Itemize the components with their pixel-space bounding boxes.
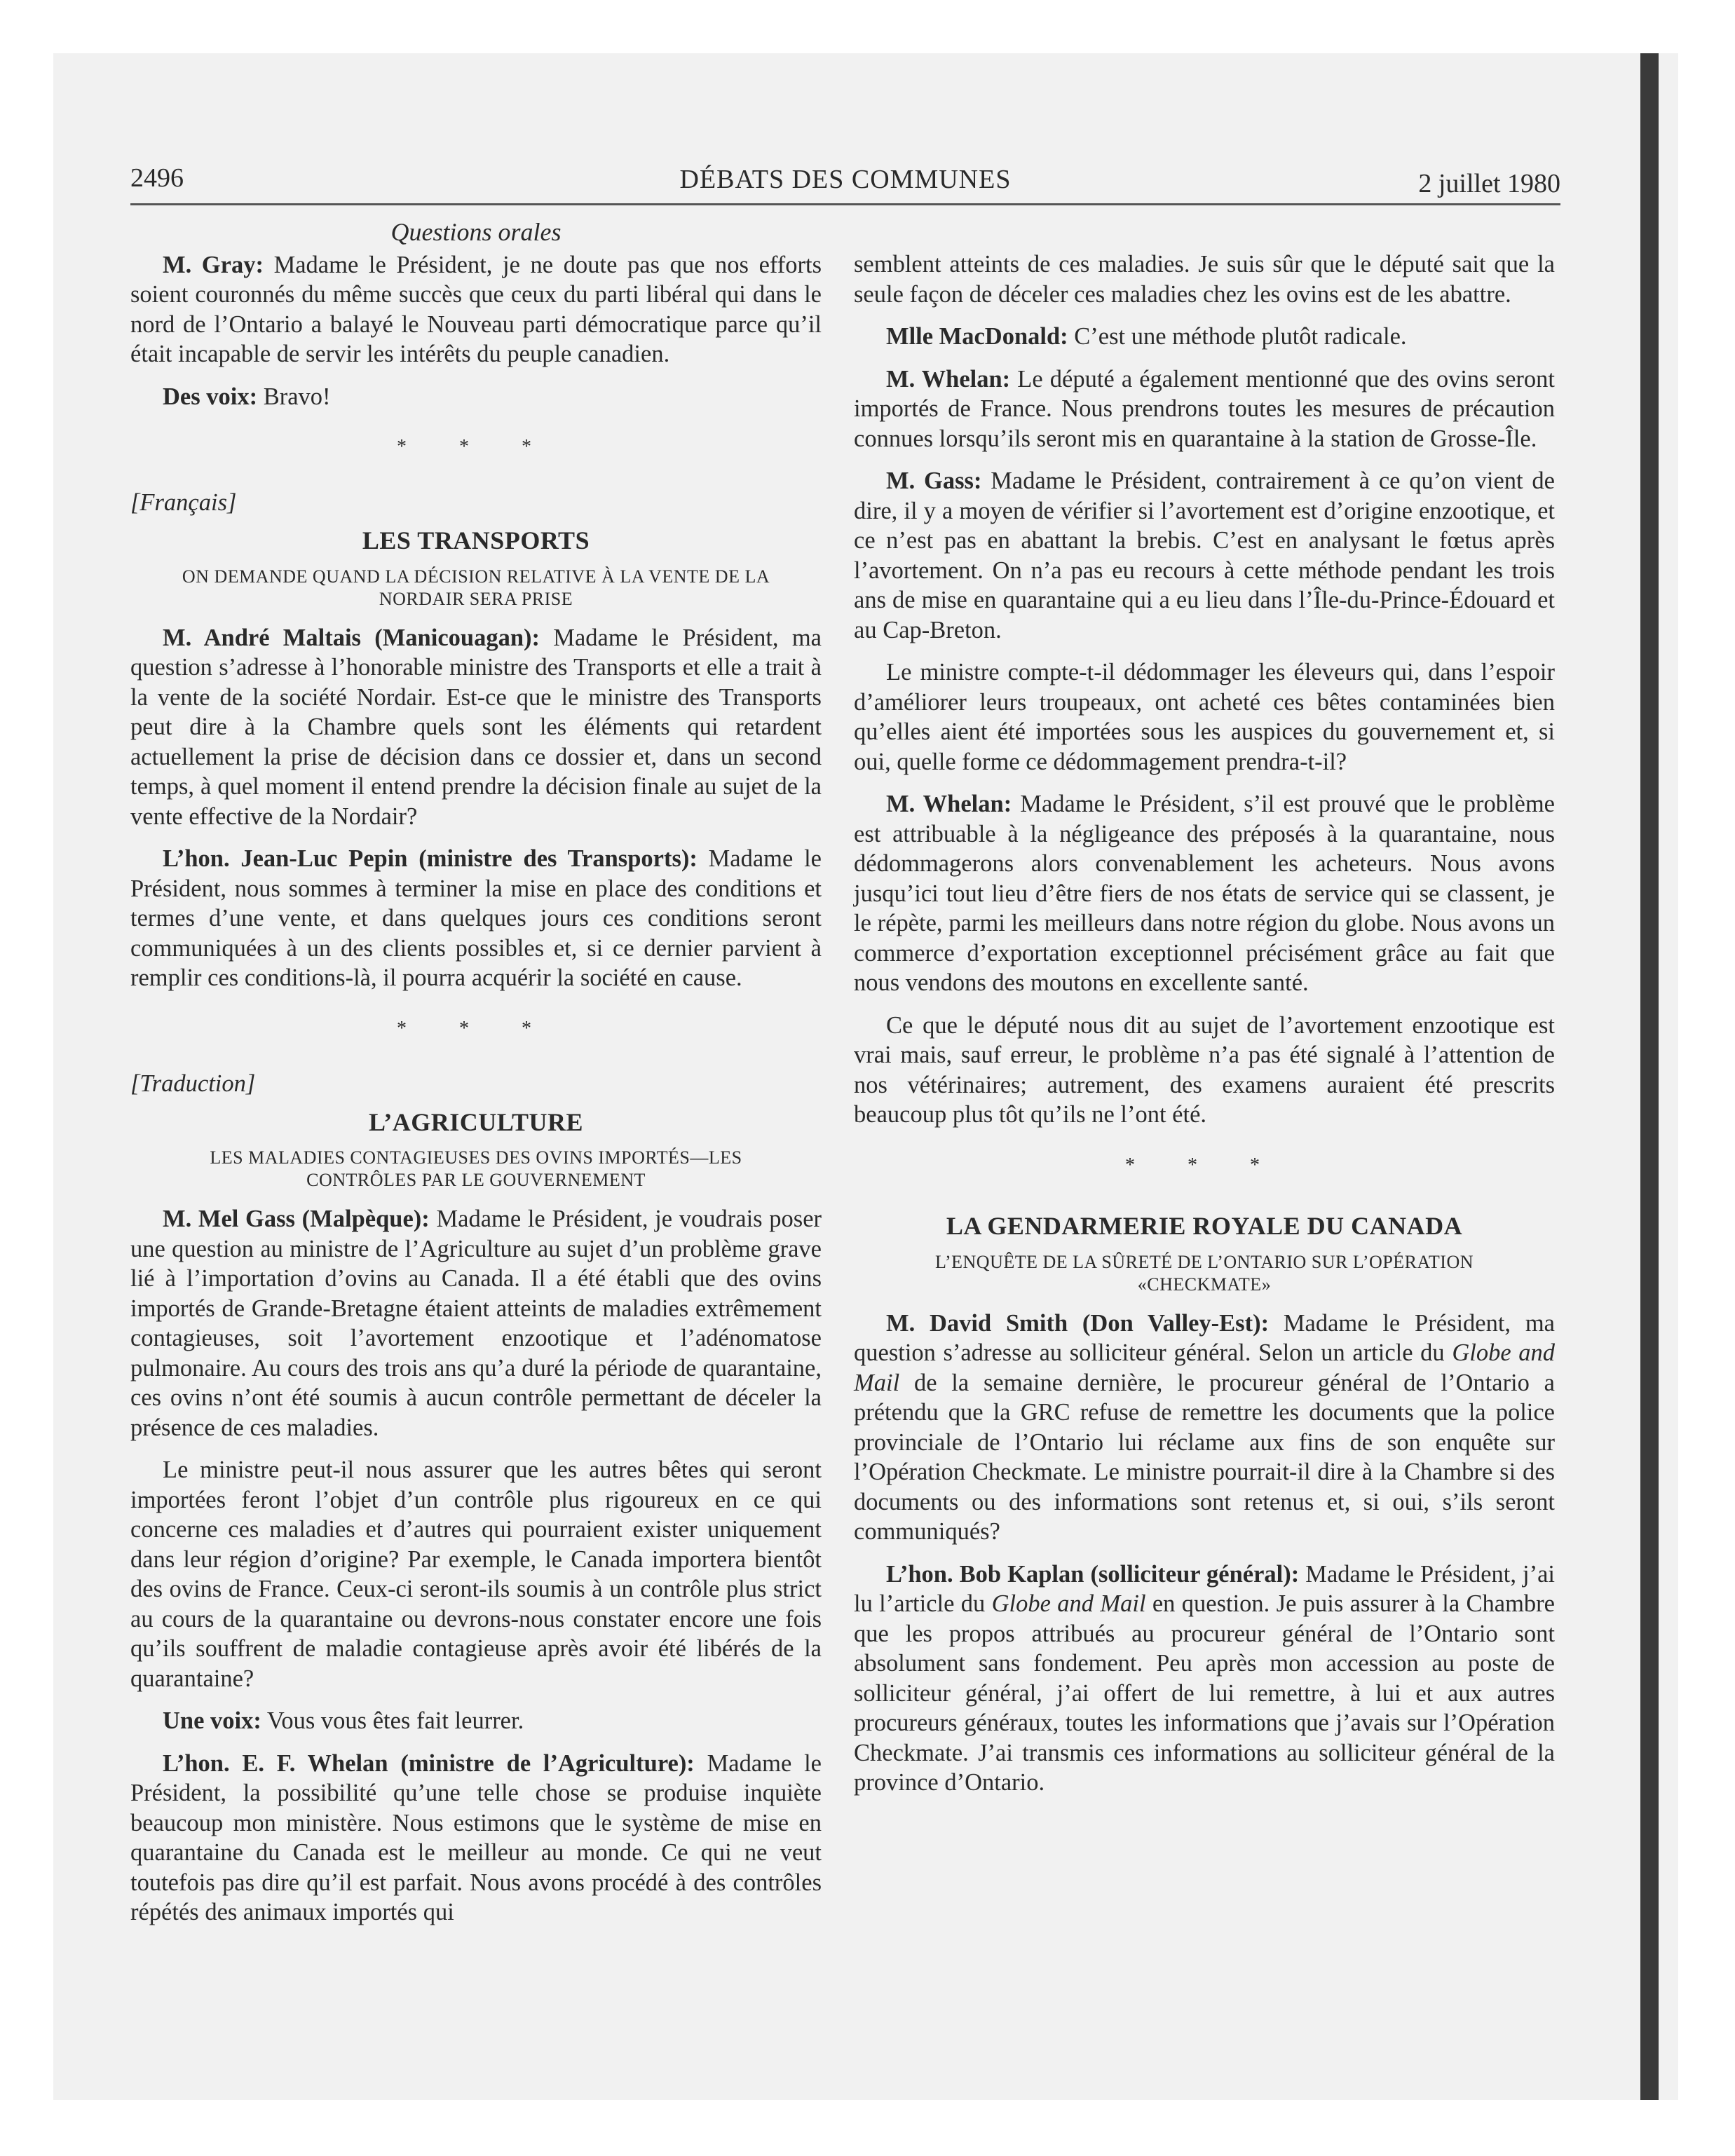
speech-text: Madame le Président, je ne doute pas que nos efforts soient couronnés du même succès que ceux du parti libéral qui dans le nord de l’Ontario a balayé le Nouveau parti démocratique parce qu’il était incapable de servir les intérêts du peuple canadien.	[130, 251, 822, 367]
paragraph	[854, 789, 1555, 998]
page-number: 2496	[130, 163, 184, 193]
speech-text: en question. Je puis assurer à la Chambre que les propos attribués au procureur général de l’Ontario sont absolument sans fondement. Peu après mon accession au poste de solliciteur général, j’ai offert de lui remettre, à lui et aux autres procureurs généraux, toutes les informations que j’avais sur l’Opération Checkmate. J’ai transmis ces informations au solliciteur général de la province d’Ontario.	[854, 1590, 1555, 1796]
section-separator: * * *	[397, 436, 555, 458]
language-marker: [Français]	[130, 489, 237, 516]
paragraph	[130, 382, 822, 412]
speech-text: Madame le Président, ma question s’adresse au solliciteur général. Selon un article du	[854, 1309, 1555, 1366]
topic-heading: L’AGRICULTURE	[369, 1107, 583, 1136]
paragraph: Le ministre compte-t-il dédommager les éleveurs qui, dans l’espoir d’améliorer leurs troupeaux, ont acheté ces bêtes contaminées bien qu’elles aient été importées sous les auspices du gouvernement et, si oui, quelle forme ce dédommagement prendra-t-il?	[854, 659, 1555, 775]
header-rule	[130, 203, 1560, 205]
speaker: L’hon. E. F. Whelan (ministre de l’Agriculture):	[163, 1749, 695, 1777]
speaker: L’hon. Bob Kaplan (solliciteur général):	[886, 1560, 1300, 1588]
speech-text: Bravo!	[257, 383, 331, 410]
paragraph	[130, 1749, 822, 1928]
paragraph: Ce que le député nous dit au sujet de l’avortement enzootique est vrai mais, sauf erreur, le problème n’a pas été signalé à l’attention de nos vétérinaires; autrement, des examens auraient été prescrits beaucoup plus tôt qu’ils ne l’ont été.	[854, 1011, 1555, 1128]
scan-edge-bar	[1640, 53, 1659, 2100]
speaker: M. Whelan:	[886, 365, 1011, 393]
newspaper-title: Globe and Mail	[854, 1339, 1555, 1396]
issue-date: 2 juillet 1980	[1418, 169, 1560, 198]
paragraph	[130, 250, 822, 369]
paragraph	[854, 1560, 1555, 1798]
speaker: M. Gass:	[886, 468, 982, 494]
speech-text: Madame le Président, nous sommes à terminer la mise en place des conditions et termes d’une vente, et dans quelques jours ces conditions seront communiquées à un des clients possibles et, si ce dernier parvient à remplir ces conditions-là, il pourra acquérir la société en cause.	[130, 845, 822, 991]
topic-heading: LES TRANSPORTS	[362, 526, 590, 554]
topic-subheading: L’ENQUÊTE DE LA SÛRETÉ DE L’ONTARIO SUR L’OPÉRATION «CHECKMATE»	[934, 1251, 1474, 1295]
speech-text: Madame le Président, j’ai lu l’article du	[854, 1560, 1556, 1617]
speaker: L’hon. Jean-Luc Pepin (ministre des Transports):	[163, 845, 698, 872]
speech-text: Le député a également mentionné que des ovins seront importés de France. Nous prendrons toutes les mesures de précaution connues lorsqu’ils seront mis en quarantaine à la station de Grosse-Île.	[854, 365, 1555, 452]
paragraph	[854, 364, 1555, 454]
topic-subheading: ON DEMANDE QUAND LA DÉCISION RELATIVE À LA VENTE DE LA NORDAIR SERA PRISE	[182, 566, 770, 609]
paragraph: Le ministre peut-il nous assurer que les autres bêtes qui seront importées feront l’objet d’un contrôle plus rigoureux en ce qui concerne ces maladies et d’autres qui pourraient exister uniquement dans leur région d’origine? Par exemple, le Canada importera bientôt des ovins de France. Ceux-ci seront-ils soumis à un contrôle plus strict au cours de la quarantaine ou devrons-nous constater encore une fois qu’ils souffrent de maladie contagieuse après avoir été libérés de la quarantaine?	[130, 1456, 822, 1692]
speech-text: Madame le Président, je voudrais poser une question au ministre de l’Agriculture au sujet d’un problème grave lié à l’importation d’ovins au Canada. Il a été établi que des ovins importés de Grande-Bretagne étaient atteints de maladies extrêmement contagieuses, soit l’avortement enzootique et l’adénomatose pulmonaire. Au cours des trois ans qu’a duré la période de quarantaine, ces ovins n’ont été soumis à aucun contrôle permettant de déceler la présence de ces maladies.	[130, 1206, 822, 1441]
speech-text: Madame le Président, contrairement à ce qu’on vient de dire, il y a moyen de vérifier si l’avortement est d’origine enzootique, et ce n’est pas en abattant la brebis. C’est en analysant le fœtus après l’avortement. On n’a pas eu recours à cette méthode pendant les trois ans de mise en quarantaine qui a eu lieu dans l’Île-du-Prince-Édouard et au Cap-Breton.	[854, 468, 1555, 643]
speaker: M. Mel Gass (Malpèque):	[163, 1206, 430, 1232]
section-separator: * * *	[397, 1017, 555, 1039]
speaker: M. Whelan:	[886, 791, 1012, 817]
section-separator: * * *	[1125, 1154, 1284, 1176]
paragraph	[130, 623, 822, 832]
speaker: M. David Smith (Don Valley-Est):	[886, 1309, 1270, 1337]
speech-text: Madame le Président, ma question s’adresse à l’honorable ministre des Transports et elle a trait à la vente de la société Nordair. Est-ce que le ministre des Transports peut dire à la Chambre quels sont les éléments qui retardent actuellement la prise de décision dans ce dossier et, dans un second temps, à quel moment il entend prendre la décision finale au sujet de la vente effective de la Nordair?	[130, 624, 822, 830]
paragraph	[130, 844, 822, 993]
speech-text: de la semaine dernière, le procureur général de l’Ontario a prétendu que la GRC refuse de remettre les documents que la police provinciale de l’Ontario lui réclame aux fins de son enquête sur l’Opération Checkmate. Le ministre pourrait-il dire à la Chambre si des documents ou des informations sont retenus et, si oui, s’ils seront communiqués?	[854, 1369, 1555, 1545]
publication-title: DÉBATS DES COMMUNES	[679, 165, 1012, 194]
newspaper-title: Globe and Mail	[991, 1590, 1146, 1617]
page-header	[130, 158, 1560, 203]
section-title: Questions orales	[390, 218, 562, 246]
paragraph	[130, 1706, 822, 1736]
topic-subheading: LES MALADIES CONTAGIEUSES DES OVINS IMPORTÉS—LES CONTRÔLES PAR LE GOUVERNEMENT	[210, 1147, 742, 1190]
paragraph	[854, 466, 1555, 645]
speaker: Des voix:	[163, 383, 258, 410]
speech-text: Madame le Président, s’il est prouvé que le problème est attribuable à la négligeance des préposés à la quarantaine, nous dédommagerons alors convenablement les acheteurs. Nous avons jusqu’ici tout lieu d’être fiers de nos états de service qui se classent, je le répète, parmi les meilleurs dans notre région du globe. Nous avons un commerce d’exportation exceptionnel précisément grâce au fait que nous vendons des moutons en excellente santé.	[854, 791, 1555, 996]
speech-text: Vous vous êtes fait leurrer.	[261, 1707, 524, 1734]
paragraph	[854, 322, 1555, 352]
speech-text: Madame le Président, la possibilité qu’une telle chose se produise inquiète beaucoup mon ministère. Nous estimons que le système de mise en quarantaine du Canada est le meilleur au monde. Ce qui ne veut toutefois pas dire qu’il est parfait. Nous avons procédé à des contrôles répétés des animaux importés qui	[130, 1749, 822, 1925]
paragraph	[854, 1309, 1555, 1547]
topic-heading: LA GENDARMERIE ROYALE DU CANADA	[946, 1212, 1463, 1240]
right-column	[854, 250, 1555, 1810]
speech-text: C’est une méthode plutôt radicale.	[1068, 323, 1407, 350]
paragraph	[130, 1204, 822, 1442]
paragraph: semblent atteints de ces maladies. Je suis sûr que le député sait que la seule façon de déceler ces maladies chez les ovins est de les abattre.	[854, 251, 1555, 308]
left-column	[130, 217, 822, 1940]
speaker: Une voix:	[163, 1707, 261, 1734]
speaker: Mlle MacDonald:	[886, 323, 1068, 350]
speaker: M. Gray:	[163, 251, 264, 278]
language-marker: [Traduction]	[130, 1070, 256, 1097]
speaker: M. André Maltais (Manicouagan):	[163, 624, 540, 651]
